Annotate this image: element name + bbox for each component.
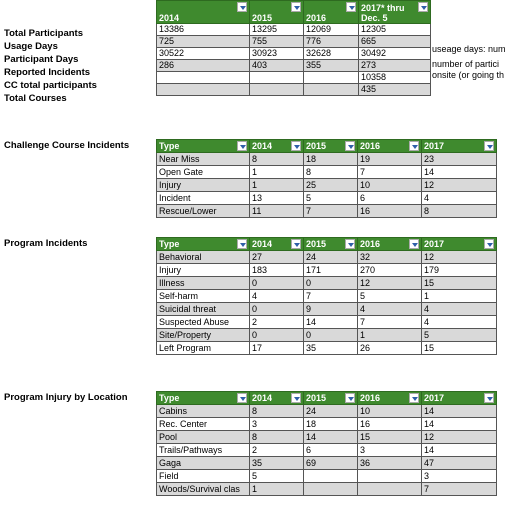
- filter-dropdown-icon[interactable]: [484, 393, 494, 403]
- value-cell[interactable]: 6: [358, 192, 422, 205]
- summary-cell[interactable]: 12305: [359, 24, 431, 36]
- table-row: [157, 418, 497, 431]
- section-label-injury-by-location: Program Injury by Location: [4, 392, 128, 403]
- value-cell[interactable]: 0: [250, 277, 304, 290]
- value-cell[interactable]: 1: [250, 166, 304, 179]
- value-cell[interactable]: 15: [422, 342, 497, 355]
- value-cell[interactable]: 47: [422, 457, 497, 470]
- value-cell[interactable]: 1: [422, 290, 497, 303]
- type-cell[interactable]: Illness: [157, 277, 250, 290]
- summary-cell[interactable]: [304, 84, 359, 96]
- value-cell[interactable]: 10: [358, 405, 422, 418]
- table-row: [157, 192, 497, 205]
- value-cell[interactable]: 14: [422, 418, 497, 431]
- filter-dropdown-icon[interactable]: [418, 2, 428, 12]
- type-cell[interactable]: Gaga: [157, 457, 250, 470]
- type-cell[interactable]: Left Program: [157, 342, 250, 355]
- type-cell[interactable]: Suspected Abuse: [157, 316, 250, 329]
- summary-cell[interactable]: 355: [304, 60, 359, 72]
- summary-cell[interactable]: 725: [157, 36, 250, 48]
- filter-dropdown-icon[interactable]: [345, 239, 355, 249]
- column-header[interactable]: 2017: [422, 238, 497, 251]
- summary-cell[interactable]: 755: [250, 36, 304, 48]
- value-cell[interactable]: 23: [422, 153, 497, 166]
- value-cell[interactable]: 4: [250, 290, 304, 303]
- summary-cell[interactable]: 13386: [157, 24, 250, 36]
- column-header[interactable]: 2016: [358, 140, 422, 153]
- value-cell[interactable]: 12: [422, 251, 497, 264]
- filter-dropdown-icon[interactable]: [484, 239, 494, 249]
- type-cell[interactable]: Rescue/Lower: [157, 205, 250, 218]
- column-header[interactable]: 2014: [250, 392, 304, 405]
- summary-cell[interactable]: 665: [359, 36, 431, 48]
- column-header[interactable]: Type: [157, 238, 250, 251]
- value-cell[interactable]: 4: [422, 316, 497, 329]
- value-cell[interactable]: [358, 483, 422, 496]
- type-cell[interactable]: Trails/Pathways: [157, 444, 250, 457]
- value-cell[interactable]: 5: [250, 470, 304, 483]
- summary-cell[interactable]: 30492: [359, 48, 431, 60]
- value-cell[interactable]: 7: [304, 290, 358, 303]
- value-cell[interactable]: 183: [250, 264, 304, 277]
- type-cell[interactable]: Open Gate: [157, 166, 250, 179]
- program-incidents-table: [156, 237, 497, 355]
- value-cell[interactable]: 35: [304, 342, 358, 355]
- table-row: [157, 316, 497, 329]
- summary-row: [157, 72, 431, 84]
- type-cell[interactable]: Injury: [157, 179, 250, 192]
- table-row: [157, 457, 497, 470]
- column-header[interactable]: Type: [157, 392, 250, 405]
- summary-cell[interactable]: 776: [304, 36, 359, 48]
- value-cell[interactable]: 15: [422, 277, 497, 290]
- value-cell[interactable]: 24: [304, 251, 358, 264]
- value-cell[interactable]: 18: [304, 418, 358, 431]
- table-row: [157, 405, 497, 418]
- table-row: [157, 277, 497, 290]
- value-cell[interactable]: 24: [304, 405, 358, 418]
- filter-dropdown-icon[interactable]: [237, 141, 247, 151]
- header-2016[interactable]: 2016: [304, 1, 359, 24]
- value-cell[interactable]: 35: [250, 457, 304, 470]
- section-label-program-incidents: Program Incidents: [4, 238, 88, 249]
- table-row: [157, 329, 497, 342]
- value-cell[interactable]: 14: [304, 431, 358, 444]
- injury-by-location-table: [156, 391, 497, 496]
- value-cell[interactable]: 1: [250, 179, 304, 192]
- value-cell[interactable]: 18: [304, 153, 358, 166]
- table-row: [157, 290, 497, 303]
- value-cell[interactable]: 9: [304, 303, 358, 316]
- type-cell[interactable]: Field: [157, 470, 250, 483]
- value-cell[interactable]: 5: [422, 329, 497, 342]
- value-cell[interactable]: 1: [358, 329, 422, 342]
- value-cell[interactable]: 17: [250, 342, 304, 355]
- value-cell[interactable]: 14: [304, 316, 358, 329]
- filter-dropdown-icon[interactable]: [237, 393, 247, 403]
- value-cell[interactable]: 25: [304, 179, 358, 192]
- table-row: [157, 264, 497, 277]
- type-cell[interactable]: Suicidal threat: [157, 303, 250, 316]
- summary-row: [157, 24, 431, 36]
- type-cell[interactable]: Incident: [157, 192, 250, 205]
- value-cell[interactable]: 8: [250, 431, 304, 444]
- summary-table: [156, 0, 431, 96]
- value-cell[interactable]: 8: [250, 153, 304, 166]
- filter-dropdown-icon[interactable]: [291, 141, 301, 151]
- filter-dropdown-icon[interactable]: [409, 141, 419, 151]
- value-cell[interactable]: 32: [358, 251, 422, 264]
- column-header[interactable]: 2014: [250, 238, 304, 251]
- table-row: [157, 153, 497, 166]
- value-cell[interactable]: 8: [422, 205, 497, 218]
- filter-dropdown-icon[interactable]: [484, 141, 494, 151]
- summary-row: [157, 60, 431, 72]
- value-cell[interactable]: 13: [250, 192, 304, 205]
- header-2014[interactable]: 2014: [157, 1, 250, 24]
- section-header-row: [157, 238, 497, 251]
- table-row: [157, 179, 497, 192]
- column-header[interactable]: Type: [157, 140, 250, 153]
- value-cell[interactable]: 4: [358, 303, 422, 316]
- row-label-participant-days: Participant Days: [4, 54, 79, 65]
- row-label-total-participants: Total Participants: [4, 28, 84, 39]
- summary-row: [157, 84, 431, 96]
- section-label-challenge-course: Challenge Course Incidents: [4, 140, 130, 151]
- summary-cell[interactable]: 30923: [250, 48, 304, 60]
- row-label-reported-incidents: Reported Incidents: [4, 67, 91, 78]
- table-row: [157, 166, 497, 179]
- column-header[interactable]: 2017: [422, 392, 497, 405]
- value-cell[interactable]: 7: [422, 483, 497, 496]
- summary-cell[interactable]: [304, 72, 359, 84]
- value-cell[interactable]: 14: [422, 444, 497, 457]
- summary-cell[interactable]: 30522: [157, 48, 250, 60]
- column-header[interactable]: 2015: [304, 140, 358, 153]
- filter-dropdown-icon[interactable]: [409, 239, 419, 249]
- value-cell[interactable]: 0: [250, 329, 304, 342]
- value-cell[interactable]: 14: [422, 166, 497, 179]
- filter-dropdown-icon[interactable]: [237, 239, 247, 249]
- value-cell[interactable]: 2: [250, 444, 304, 457]
- column-header[interactable]: 2015: [304, 238, 358, 251]
- section-header-row: [157, 392, 497, 405]
- value-cell[interactable]: 1: [250, 483, 304, 496]
- value-cell[interactable]: 15: [358, 431, 422, 444]
- column-header[interactable]: 2016: [358, 392, 422, 405]
- summary-cell[interactable]: 10358: [359, 72, 431, 84]
- value-cell[interactable]: [304, 470, 358, 483]
- summary-cell[interactable]: 273: [359, 60, 431, 72]
- column-header[interactable]: 2016: [358, 238, 422, 251]
- value-cell[interactable]: 2: [250, 316, 304, 329]
- type-cell[interactable]: Self-harm: [157, 290, 250, 303]
- value-cell[interactable]: [358, 470, 422, 483]
- value-cell[interactable]: 11: [250, 205, 304, 218]
- type-cell[interactable]: Rec. Center: [157, 418, 250, 431]
- value-cell[interactable]: 5: [358, 290, 422, 303]
- type-cell[interactable]: Behavioral: [157, 251, 250, 264]
- value-cell[interactable]: 171: [304, 264, 358, 277]
- row-label-usage-days: Usage Days: [4, 41, 58, 52]
- table-row: [157, 303, 497, 316]
- filter-dropdown-icon[interactable]: [409, 393, 419, 403]
- summary-cell[interactable]: 12069: [304, 24, 359, 36]
- summary-row: [157, 36, 431, 48]
- header-2015[interactable]: 2015: [250, 1, 304, 24]
- row-label-total-courses: Total Courses: [4, 93, 67, 104]
- value-cell[interactable]: 12: [422, 431, 497, 444]
- type-cell[interactable]: Near Miss: [157, 153, 250, 166]
- filter-dropdown-icon[interactable]: [345, 393, 355, 403]
- table-row: [157, 470, 497, 483]
- value-cell[interactable]: 14: [422, 405, 497, 418]
- value-cell[interactable]: 16: [358, 418, 422, 431]
- summary-cell[interactable]: 403: [250, 60, 304, 72]
- column-header[interactable]: 2017: [422, 140, 497, 153]
- summary-cell[interactable]: [250, 72, 304, 84]
- header-2017[interactable]: 2017* thru Dec. 5: [359, 1, 431, 24]
- filter-dropdown-icon[interactable]: [237, 2, 247, 12]
- filter-dropdown-icon[interactable]: [291, 2, 301, 12]
- summary-cell[interactable]: [250, 84, 304, 96]
- table-row: [157, 483, 497, 496]
- value-cell[interactable]: 3: [422, 470, 497, 483]
- value-cell[interactable]: 3: [358, 444, 422, 457]
- value-cell[interactable]: 12: [358, 277, 422, 290]
- note-onsite: onsite (or going th: [432, 70, 505, 80]
- value-cell[interactable]: 3: [250, 418, 304, 431]
- table-row: [157, 431, 497, 444]
- value-cell[interactable]: 8: [304, 166, 358, 179]
- value-cell[interactable]: 7: [358, 166, 422, 179]
- table-row: [157, 205, 497, 218]
- table-row: [157, 444, 497, 457]
- filter-dropdown-icon[interactable]: [291, 239, 301, 249]
- value-cell[interactable]: 26: [358, 342, 422, 355]
- value-cell[interactable]: 69: [304, 457, 358, 470]
- value-cell[interactable]: 36: [358, 457, 422, 470]
- type-cell[interactable]: Site/Property: [157, 329, 250, 342]
- value-cell[interactable]: 0: [304, 277, 358, 290]
- column-header[interactable]: 2014: [250, 140, 304, 153]
- value-cell[interactable]: 5: [304, 192, 358, 205]
- value-cell[interactable]: [304, 483, 358, 496]
- row-label-cc-total-participants: CC total participants: [4, 80, 97, 91]
- value-cell[interactable]: 0: [304, 329, 358, 342]
- summary-row: [157, 48, 431, 60]
- value-cell[interactable]: 12: [422, 179, 497, 192]
- column-header[interactable]: 2015: [304, 392, 358, 405]
- type-cell[interactable]: Cabins: [157, 405, 250, 418]
- value-cell[interactable]: 179: [422, 264, 497, 277]
- summary-cell[interactable]: 13295: [250, 24, 304, 36]
- value-cell[interactable]: 8: [250, 405, 304, 418]
- note-usage-days: useage days: num: [432, 44, 506, 54]
- value-cell[interactable]: 0: [250, 303, 304, 316]
- value-cell[interactable]: 6: [304, 444, 358, 457]
- type-cell[interactable]: Injury: [157, 264, 250, 277]
- value-cell[interactable]: 10: [358, 179, 422, 192]
- summary-cell[interactable]: 435: [359, 84, 431, 96]
- type-cell[interactable]: Woods/Survival clas: [157, 483, 250, 496]
- section-header-row: [157, 140, 497, 153]
- filter-dropdown-icon[interactable]: [291, 393, 301, 403]
- type-cell[interactable]: Pool: [157, 431, 250, 444]
- summary-cell[interactable]: [157, 72, 250, 84]
- value-cell[interactable]: 4: [422, 303, 497, 316]
- table-row: [157, 251, 497, 264]
- summary-cell[interactable]: 286: [157, 60, 250, 72]
- value-cell[interactable]: 4: [422, 192, 497, 205]
- summary-header-row: [157, 1, 431, 24]
- summary-cell[interactable]: 32628: [304, 48, 359, 60]
- value-cell[interactable]: 270: [358, 264, 422, 277]
- summary-cell[interactable]: [157, 84, 250, 96]
- challenge-course-table: [156, 139, 497, 218]
- value-cell[interactable]: 7: [304, 205, 358, 218]
- filter-dropdown-icon[interactable]: [345, 141, 355, 151]
- filter-dropdown-icon[interactable]: [346, 2, 356, 12]
- value-cell[interactable]: 7: [358, 316, 422, 329]
- table-row: [157, 342, 497, 355]
- value-cell[interactable]: 27: [250, 251, 304, 264]
- value-cell[interactable]: 19: [358, 153, 422, 166]
- value-cell[interactable]: 16: [358, 205, 422, 218]
- note-participant-days: number of partici: [432, 59, 500, 69]
